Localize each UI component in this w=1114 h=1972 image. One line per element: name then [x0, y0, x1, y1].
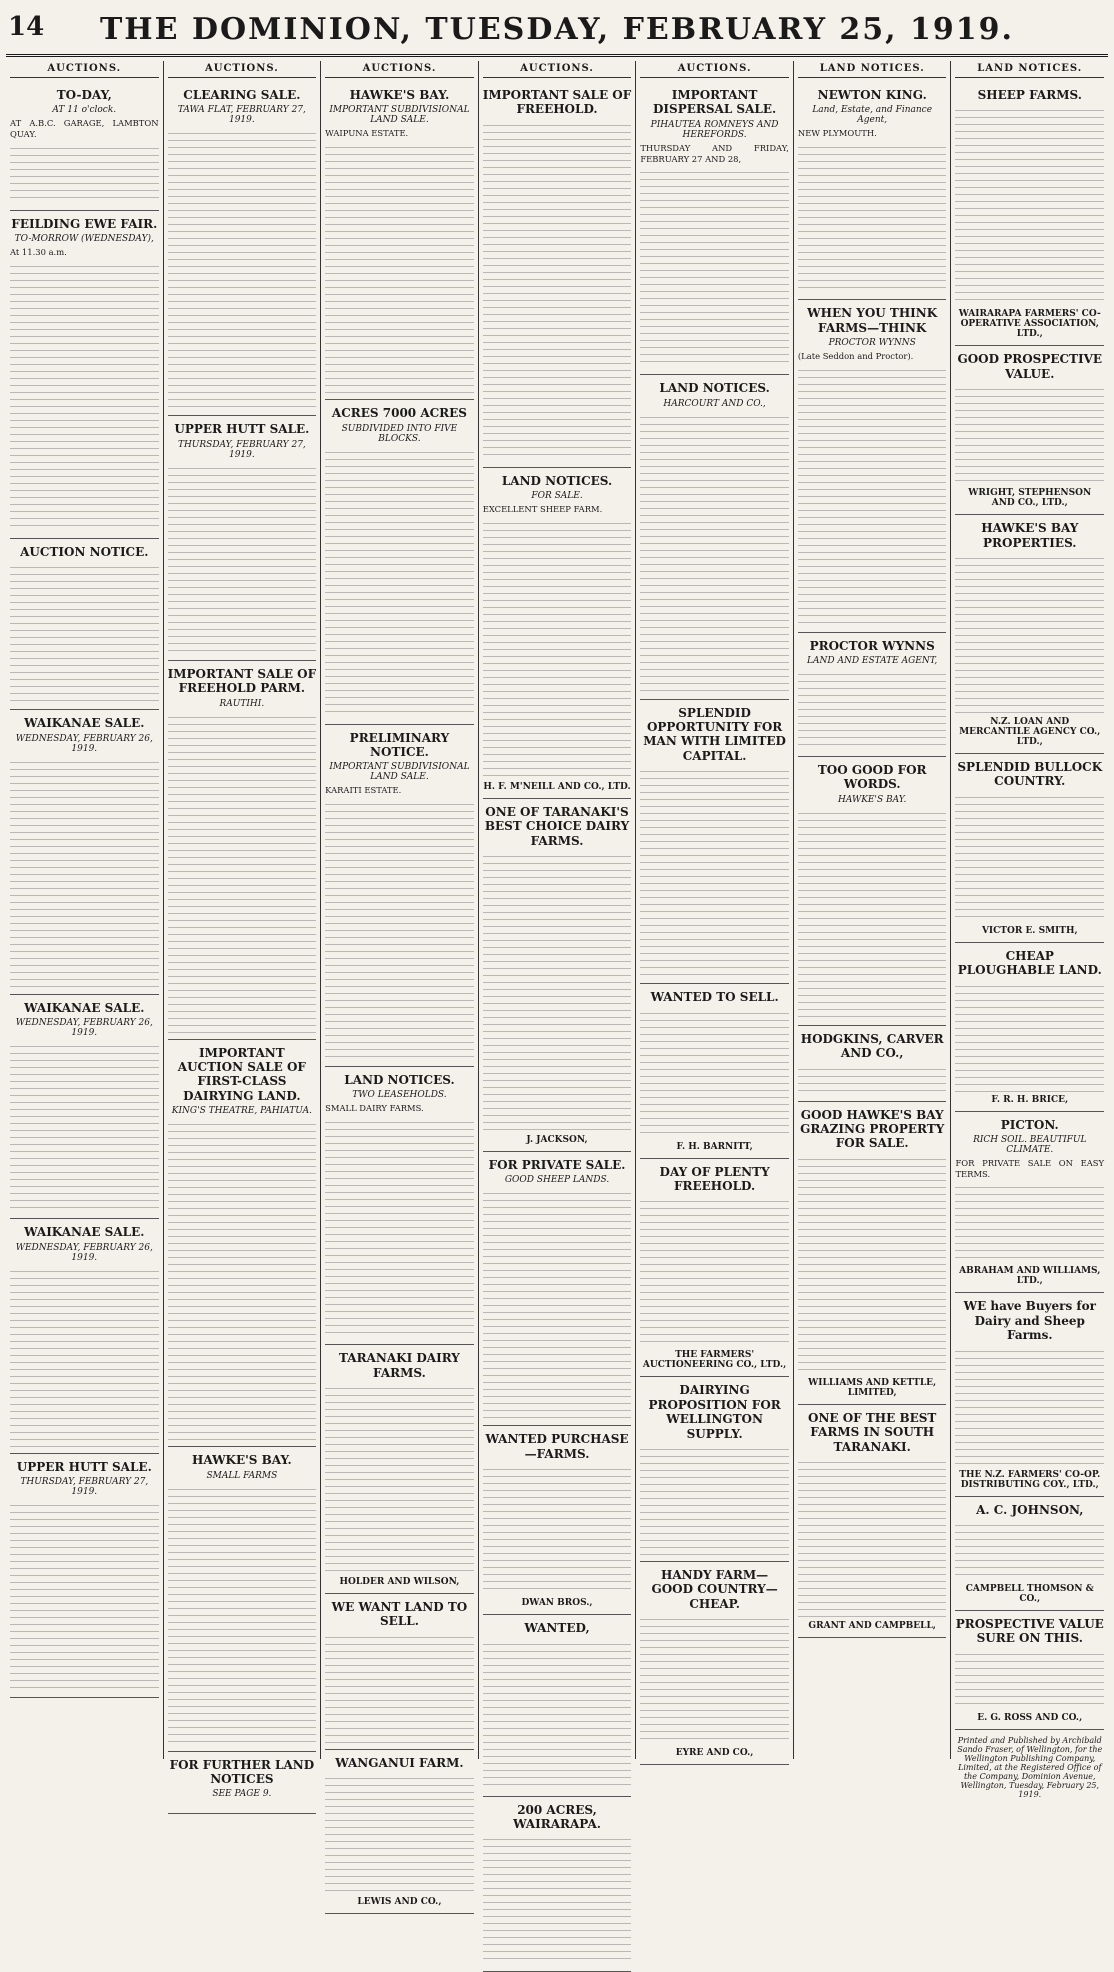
advertisement [798, 757, 947, 1026]
ad-heading: GOOD PROSPECTIVE VALUE. [957, 352, 1103, 381]
advertisement [955, 943, 1104, 1112]
ad-body-lines [483, 1465, 632, 1595]
ad-body-lines [640, 1009, 789, 1139]
ad-body-text: (Late Seddon and Proctor). [797, 350, 914, 361]
ad-heading: A. C. JOHNSON, [976, 1502, 1084, 1517]
ad-body-lines [483, 519, 632, 779]
ad-heading: ACRES 7000 ACRES [331, 406, 467, 421]
ad-body-lines [10, 262, 159, 532]
ad-heading: WANTED PURCHASE—FARMS. [485, 1432, 629, 1461]
ad-body-lines [10, 563, 159, 703]
ad-body-lines [955, 385, 1104, 485]
ad-signature: F. R. H. BRICE, [991, 1094, 1069, 1105]
ad-body-lines [168, 1803, 317, 1807]
page-title: THE DOMINION, TUESDAY, FEBRUARY 25, 1919. [99, 11, 1015, 47]
advertisement [10, 1454, 159, 1698]
ad-body-lines [483, 1640, 632, 1790]
ad-subheading: GOOD SHEEP LANDS. [504, 1175, 610, 1186]
ad-heading: DAY OF PLENTY FREEHOLD. [659, 1164, 770, 1194]
advertisement [483, 468, 632, 799]
ad-body-lines [640, 1615, 789, 1745]
ad-body-lines [640, 1197, 789, 1347]
advertisement [168, 661, 317, 1040]
ad-body-lines [483, 121, 632, 461]
ad-signature: VICTOR E. SMITH, [981, 925, 1078, 936]
advertisement [325, 725, 474, 1068]
ad-body-lines [325, 143, 474, 393]
ad-heading: UPPER HUTT SALE. [16, 1459, 152, 1474]
advertisement [325, 1345, 474, 1594]
advertisement [798, 633, 947, 757]
column-1 [6, 61, 164, 1759]
ad-heading: TOO GOOD FOR WORDS. [817, 763, 927, 792]
column-7 [951, 61, 1108, 1799]
ad-heading: UPPER HUTT SALE. [174, 422, 310, 437]
ad-signature: GRANT AND CAMPBELL, [808, 1620, 936, 1631]
column-3 [321, 61, 479, 1908]
ad-body-lines [10, 1042, 159, 1212]
ad-body-lines [640, 767, 789, 977]
ad-subheading: LAND AND ESTATE AGENT, [807, 656, 938, 667]
advertisement [955, 1112, 1104, 1294]
advertisement [483, 1152, 632, 1426]
ad-body-lines [798, 366, 947, 626]
advertisement [10, 995, 159, 1219]
ad-signature: N.Z. LOAN AND MERCANTILE AGENCY CO., LTD., [959, 716, 1101, 747]
advertisement [798, 1102, 947, 1405]
ad-signature: HOLDER AND WILSON, [339, 1576, 460, 1587]
column-4 [479, 61, 637, 1832]
ad-body-lines [798, 809, 947, 1019]
advertisement [640, 375, 789, 699]
ad-heading: SPLENDID BULLOCK COUNTRY. [957, 759, 1103, 789]
ad-heading: NEWTON KING. [817, 88, 927, 102]
advertisement [168, 1040, 317, 1448]
ad-heading: HAWKE'S BAY PROPERTIES. [981, 521, 1079, 550]
ad-subheading: KING'S THEATRE, PAHIATUA. [171, 1106, 312, 1117]
advertisement [798, 300, 947, 633]
ad-body-lines [955, 1347, 1104, 1467]
advertisement [798, 1026, 947, 1102]
ad-signature: J. JACKSON, [526, 1135, 588, 1146]
ad-body-text: EXCELLENT SHEEP FARM. [482, 504, 603, 515]
ad-body-lines [640, 168, 789, 368]
ad-body-lines [955, 793, 1104, 923]
columns [6, 61, 1108, 1908]
ad-body-text: WAIPUNA ESTATE. [325, 128, 409, 139]
ad-heading: IMPORTANT AUCTION SALE OF FIRST-CLASS DAIRYING LAND. [177, 1045, 306, 1103]
ad-heading: WHEN YOU THINK FARMS—THINK [807, 306, 938, 335]
ad-body-lines [798, 1065, 947, 1095]
advertisement [10, 710, 159, 994]
column-head: AUCTIONS. [483, 61, 632, 78]
ad-body-lines [10, 1267, 159, 1447]
column-6 [794, 61, 952, 1759]
advertisement [483, 1615, 632, 1796]
ad-subheading: RAUTIHI. [219, 698, 265, 709]
advertisement [483, 1426, 632, 1615]
ad-body-lines [325, 1774, 474, 1894]
ad-body-text: NEW PLYMOUTH. [797, 128, 877, 139]
advertisement [955, 1497, 1104, 1611]
ad-heading: WAIKANAE SALE. [24, 716, 145, 731]
ad-heading: WANTED TO SELL. [650, 990, 779, 1005]
ad-subheading: HARCOURT AND CO., [663, 398, 766, 409]
ad-subheading: PROCTOR WYNNS [828, 337, 916, 348]
ad-heading: FOR PRIVATE SALE. [488, 1158, 626, 1173]
advertisement [798, 82, 947, 300]
ad-heading: LAND NOTICES. [659, 381, 770, 396]
ad-signature: THE N.Z. FARMERS' CO-OP. DISTRIBUTING COY., LTD., [959, 1469, 1101, 1490]
ad-body-text: THURSDAY AND FRIDAY, FEBRUARY 27 AND 28, [640, 142, 789, 164]
ad-heading: WAIKANAE SALE. [24, 1225, 145, 1240]
ad-heading: ONE OF TARANAKI'S BEST CHOICE DAIRY FARMS. [484, 804, 630, 848]
advertisement [325, 400, 474, 724]
ad-subheading: THURSDAY, FEBRUARY 27, 1919. [20, 1476, 149, 1497]
ad-heading: HODGKINS, CARVER AND CO., [800, 1031, 944, 1061]
ad-body-lines [640, 413, 789, 693]
advertisement [325, 1750, 474, 1914]
ad-body-lines [168, 464, 317, 654]
ad-body-lines [798, 1155, 947, 1375]
ad-heading: IMPORTANT SALE OF FREEHOLD PARM. [167, 666, 317, 696]
advertisement [955, 515, 1104, 754]
ad-heading: ONE OF THE BEST FARMS IN SOUTH TARANAKI. [807, 1410, 937, 1454]
ad-heading: CHEAP PLOUGHABLE LAND. [957, 948, 1102, 978]
ad-subheading: IMPORTANT SUBDIVISIONAL LAND SALE. [329, 762, 470, 783]
ad-heading: PRELIMINARY NOTICE. [349, 730, 450, 759]
ad-body-text: SMALL DAIRY FARMS. [325, 1103, 424, 1114]
ad-subheading: RICH SOIL. BEAUTIFUL CLIMATE. [973, 1134, 1087, 1155]
advertisement [955, 1611, 1104, 1730]
ad-subheading: WEDNESDAY, FEBRUARY 26, 1919. [15, 733, 153, 754]
ad-signature: LEWIS AND CO., [357, 1897, 442, 1908]
ad-body-lines [10, 1501, 159, 1691]
ad-body-text: AT A.B.C. GARAGE, LAMBTON QUAY. [10, 118, 159, 140]
advertisement [640, 984, 789, 1158]
advertisement [168, 416, 317, 660]
ad-heading: WE WANT LAND TO SELL. [331, 1599, 468, 1629]
ad-heading: SPLENDID OPPORTUNITY FOR MAN WITH LIMITED CAPITAL. [643, 705, 786, 763]
advertisement [325, 1067, 474, 1345]
ad-subheading: WEDNESDAY, FEBRUARY 26, 1919. [15, 1018, 153, 1039]
ad-signature: ABRAHAM AND WILLIAMS, LTD., [959, 1266, 1101, 1287]
ad-subheading: PIHAUTEA ROMNEYS AND HEREFORDS. [650, 119, 779, 140]
ad-heading: TO-DAY, [56, 88, 112, 102]
ad-body-lines [325, 1384, 474, 1574]
advertisement [483, 1797, 632, 1972]
ad-heading: 200 ACRES, WAIRARAPA. [513, 1802, 601, 1832]
ad-heading: GOOD HAWKE'S BAY GRAZING PROPERTY FOR SALE. [800, 1107, 945, 1151]
advertisement [325, 1594, 474, 1750]
ad-heading: IMPORTANT DISPERSAL SALE. [653, 88, 777, 117]
ad-body-lines [798, 670, 947, 750]
advertisement [955, 82, 1104, 346]
ad-heading: PROCTOR WYNNS [809, 638, 935, 653]
advertisement [483, 799, 632, 1152]
ad-body-lines [640, 1445, 789, 1555]
ad-body-lines [798, 1458, 947, 1618]
ad-body-lines [483, 1835, 632, 1965]
ad-subheading: AT 11 o'clock. [52, 105, 117, 116]
ad-subheading: THURSDAY, FEBRUARY 27, 1919. [177, 439, 306, 460]
ad-subheading: SMALL FARMS [206, 1470, 278, 1481]
ad-heading: FEILDING EWE FAIR. [11, 216, 158, 231]
ad-subheading: TAWA FLAT, FEBRUARY 27, 1919. [177, 105, 306, 126]
ad-body-lines [483, 1189, 632, 1419]
advertisement [483, 82, 632, 468]
ad-body-lines [325, 448, 474, 718]
advertisement [640, 1377, 789, 1562]
ad-subheading: TO-MORROW (WEDNESDAY), [14, 234, 154, 245]
ad-subheading: SEE PAGE 9. [212, 1789, 272, 1800]
ad-heading: CLEARING SALE. [183, 88, 301, 102]
ad-heading: WANTED, [524, 1621, 590, 1636]
ad-heading: HANDY FARM—GOOD COUNTRY—CHEAP. [651, 1567, 778, 1611]
ad-signature: F. H. BARNITT, [676, 1141, 753, 1152]
ad-body-lines [168, 713, 317, 1033]
ad-body-lines [483, 852, 632, 1132]
ad-heading: AUCTION NOTICE. [20, 545, 149, 560]
ad-heading: DAIRYING PROPOSITION FOR WELLINGTON SUPPLY. [648, 1383, 781, 1441]
ad-heading: LAND NOTICES. [344, 1073, 455, 1088]
advertisement [798, 1405, 947, 1638]
ad-heading: HAWKE'S BAY. [192, 1453, 292, 1468]
ad-signature: WAIRARAPA FARMERS' CO-OPERATIVE ASSOCIATION, LTD., [958, 309, 1101, 340]
ad-body-text: KARAITI ESTATE. [325, 785, 402, 796]
column-head: AUCTIONS. [325, 61, 474, 78]
ad-heading: WAIKANAE SALE. [24, 1000, 145, 1015]
ad-heading: TARANAKI DAIRY FARMS. [339, 1351, 460, 1380]
ad-subheading: Land, Estate, and Finance Agent, [812, 105, 933, 126]
ad-body-lines [955, 1650, 1104, 1710]
ad-signature: DWAN BROS., [521, 1598, 593, 1609]
advertisement [10, 539, 159, 710]
ad-signature: H. F. M'NEILL AND CO., LTD. [483, 781, 631, 792]
advertisement [640, 1562, 789, 1765]
ad-subheading: SUBDIVIDED INTO FIVE BLOCKS. [341, 423, 458, 444]
advertisement [640, 82, 789, 375]
ad-subheading: FOR SALE. [531, 491, 583, 502]
ad-body-lines [798, 143, 947, 293]
ad-heading: FOR FURTHER LAND NOTICES [169, 1757, 315, 1786]
ad-body-text: At 11.30 a.m. [10, 247, 67, 258]
advertisement [640, 700, 789, 985]
column-head: AUCTIONS. [10, 61, 159, 78]
ad-body-lines [955, 1521, 1104, 1581]
ad-subheading: HAWKE'S BAY. [837, 794, 907, 805]
ad-body-lines [325, 1633, 474, 1743]
ad-heading: PROSPECTIVE VALUE SURE ON THIS. [955, 1616, 1104, 1646]
masthead [6, 4, 1108, 57]
ad-body-lines [168, 1485, 317, 1745]
column-2 [164, 61, 322, 1800]
advertisement [955, 1293, 1104, 1496]
ad-body-text: FOR PRIVATE SALE ON EASY TERMS. [955, 1157, 1105, 1179]
ad-body-lines [168, 1120, 317, 1440]
ad-body-lines [10, 144, 159, 204]
advertisement [955, 754, 1104, 943]
ad-subheading: WEDNESDAY, FEBRUARY 26, 1919. [15, 1242, 153, 1263]
imprint-footer: Printed and Published by Archibald Sando Fraser, of Wellington, for the Wellington Publishing Company, Limited, at the Registered Office of the Company, Dominion Avenue, Wellington, Tuesday, February 25, 1919. [957, 1735, 1103, 1799]
advertisement [325, 82, 474, 400]
advertisement [168, 1752, 317, 1815]
ad-body-lines [955, 1183, 1104, 1263]
ad-subheading: TWO LEASEHOLDS. [352, 1090, 447, 1101]
ad-signature: EYRE AND CO., [675, 1748, 754, 1759]
column-5 [636, 61, 794, 1759]
ad-body-lines [325, 800, 474, 1060]
advertisement [168, 82, 317, 416]
ad-body-lines [325, 1118, 474, 1338]
column-head: AUCTIONS. [640, 61, 789, 78]
ad-signature: WRIGHT, STEPHENSON AND CO., LTD., [968, 488, 1092, 509]
ad-body-lines [10, 758, 159, 988]
column-head: LAND NOTICES. [798, 61, 947, 78]
ad-heading: LAND NOTICES. [501, 473, 613, 488]
ad-heading: SHEEP FARMS. [977, 88, 1082, 102]
advertisement [10, 211, 159, 539]
ad-heading: WE have Buyers for Dairy and Sheep Farms. [963, 1299, 1096, 1343]
column-head: AUCTIONS. [168, 61, 317, 78]
ad-signature: CAMPBELL THOMSON & CO., [965, 1583, 1094, 1604]
advertisement [955, 346, 1104, 515]
page-number: 14 [8, 12, 45, 42]
ad-signature: E. G. ROSS AND CO., [977, 1712, 1083, 1723]
advertisement [168, 1447, 317, 1751]
column-head: LAND NOTICES. [955, 61, 1104, 78]
ad-subheading: IMPORTANT SUBDIVISIONAL LAND SALE. [329, 105, 470, 126]
advertisement [10, 1219, 159, 1453]
ad-heading: HAWKE'S BAY. [349, 88, 450, 102]
advertisement [10, 82, 159, 211]
ad-heading: PICTON. [1000, 1117, 1059, 1132]
ad-heading: IMPORTANT SALE OF FREEHOLD. [482, 88, 632, 117]
ad-signature: WILLIAMS AND KETTLE, LIMITED, [808, 1377, 937, 1398]
ad-body-lines [955, 554, 1104, 714]
ad-body-lines [955, 982, 1104, 1092]
ad-body-lines [955, 106, 1104, 306]
ad-signature: THE FARMERS' AUCTIONEERING CO., LTD., [642, 1350, 787, 1371]
advertisement [640, 1159, 789, 1378]
ad-body-lines [168, 129, 317, 409]
ad-heading: WANGANUI FARM. [335, 1755, 464, 1770]
